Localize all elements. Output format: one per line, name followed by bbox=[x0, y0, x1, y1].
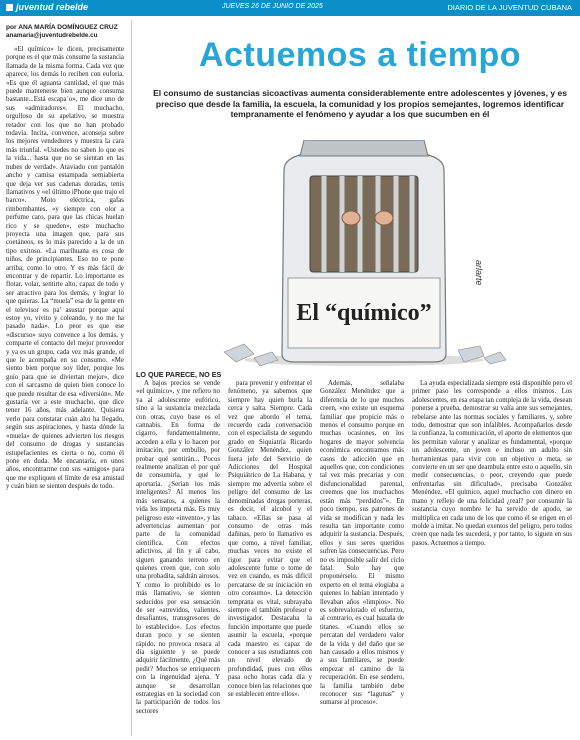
bottle-cap bbox=[300, 140, 428, 156]
author-name: por ANA MARÍA DOMÍNGUEZ CRUZ bbox=[6, 24, 118, 31]
paper-tagline: DIARIO DE LA JUVENTUD CUBANA bbox=[447, 3, 572, 12]
newspaper-logo bbox=[6, 2, 88, 12]
section-subhead: LO QUE PARECE, NO ES bbox=[136, 370, 222, 379]
logo-square-icon bbox=[6, 4, 13, 11]
right-hand-icon bbox=[375, 211, 393, 225]
logo-text: juventud rebelde bbox=[16, 2, 89, 12]
article-column-1: «El químico» le dicen, precisamente porque es el que más consume la sustancia llamada de la misma forma. Cada vez que aparece, los demás lo reciben con euforia. «Es que él aguanta cantidad, el que más puede mantenerse bien aunque consuma bastante...Está escapa´o», me dice uno de sus «admiradores». El muchacho, orgulloso de su apelativo, se muestra retador con los que no han probado todavía. Incita, convence, aconseja sobre los mejores vendedores y muestra la cara más triunfal. «Ustedes no saben lo que es la vida... hasta que no se sientan en las nubes de verdad». Ataviado con pantalón ancho y camisa estampada semiabierta que deja ver sus cadenas doradas, tenis llamativos y «el último iPhone que trajo el barco». Moto eléctrica, gafas rimbombantes, «y siempre con olor a perfume caro, para que las chicas huelan rico y se queden», este muchacho proyecta una imagen que, para sus coetáneos, es lo más parecido a la de un tipo exitoso. «La marihuana es cosa de niños, de principiantes. Eso no te pone arriba, como lo otro. Y es más fácil de encontrar y de repartir. Lo importante es flotar, volar, sentirte alto, capaz de todo y ser atractivo para los demás, y lograr lo que quieras. La “muela” esa de la gente en el televisor es pa’ asustar porque aquí estoy yo, vivito y coleando, y no me ha pasado nada». Lo peor es que ese «discurso» suyo convence a los demás, y comparte el contacto del mejor proveedor y ya es un grupo, cada vez más grande, el que le acompaña en su consumo. «Me siento bien porque soy líder, porque los guío para que se diviertan mejor», dice con el sarcasmo de quien bien conoce lo que puede resultar de esa «diversión». Me gustaría ver a este muchacho, que dice tener 16 años, más adelante. Quisiera verlo para constatar cuán alto ha llegado, según sus aspiraciones, y hasta dónde la «muela» de quienes advierten los riesgos del consumo de drogas y sustancias estupefacientes es cierta o no, como él pone en duda. Me encantaría, en unos años, encontrarme con sus «amigos» para que me expliquen el límite de esa amistad y cuán bien se sienten después de todo. bbox=[6, 46, 124, 491]
column-divider bbox=[131, 20, 132, 736]
article-title: Actuemos a tiempo bbox=[198, 36, 522, 74]
bottle-label-text: El “químico” bbox=[296, 300, 432, 326]
byline bbox=[6, 24, 124, 40]
issue-date: JUEVES 26 DE JUNIO DE 2025 bbox=[222, 3, 323, 10]
article-column-3: para prevenir y enfrentar el fenómeno, ya sabemos que siempre hay quien burla la cerca y salta. Siempre. Cada vez que abordo el tema, recuerdo cada conversación con el especialista de segundo grado en Siquiatría Ricardo González Menéndez, quien fuera jefe del Servicio de Adicciones del Hospital Psiquiátrico de La Habana, y siempre me advertía sobre el peligro del consumo de las denominadas drogas porteras, es decir, el alcohol y el tabaco. «Ellas se pasa al consumo de otras más dañinas, pero lo llamativo es que como, a nivel familiar, muchas veces no existe el rigor para evitar que el adolescente fume o tome de vez en cuando, es más difícil percatarse de su iniciación en otro consumo». La detección temprana es vital, subrayaba siempre el también profesor e investigador. Destacaba la función importante que puede asumir la escuela, «porque cada maestro es capaz de conocer a sus estudiantes con un nivel elevado de profundidad, pues con ellos pasa ocho horas cada día y conoce bien las relaciones que se establecen entre ellos». bbox=[228, 380, 312, 699]
article-column-5: La ayuda especializada siempre está disponible pero el primer paso les corresponde a ellos mismos. Los adolescentes, en esa etapa tan compleja de la vida, desean ponerse a prueba, demostrar su valía ante sus semejantes, rebelarse ante las normas sociales y familiares, y, sobre todo, demostrar que son infalibles. Acompañarlos desde la confianza, la comunicación, el aporte de elementos que les permitan valorar y analizar es fundamental, «porque un adolescente, un joven e incluso un adulto sin herramientas para vivir con un objetivo o meta, se convierte en un ser que deambula entre esto o aquello, sin medir consecuencias, o peor, creyendo que puede enfrentarlas sin dificultad», precisaba González Menéndez. «El químico, aquel muchacho con dinero en mano y reflejo de una felicidad ¿real? por consumir la sustancia cuyo nombre le ha servido de apodo, se multiplica en cada uno de los que como él se erigen en el molde a imitar. No quedan exentos del peligro, pero todos creen que nada les sucederá, y por tanto, lo siguen en sus pasos. Actuemos a tiempo. bbox=[412, 380, 572, 547]
bottle-illustration bbox=[214, 140, 514, 368]
article-column-4: Además, señalaba González Menéndez que a diferencia de lo que muchos creen, «no existe un esquema familiar que propicie más o menos el consumo porque en muchas ocasiones, en los hogares de mayor solvencia económica encontramos más casos de adicción que en aquellos que, con condiciones tal vez más precarias y con disfuncionalidad parental, creemos que los muchachos están más “perdidos”». En poco tiempo, sus patrones de vida se modifican y nada les resulta tan importante como adquirir la sustancia. Después, ellos y sus seres queridos sufren las consecuencias. Pero no es imposible salir del ciclo fatal. Solo hay que proponérselo. El mismo experto en el tema elogiaba a quienes lo habían intentado y llevaban años «limpios». No es sobrevalorado el esfuerzo, al contrario, es cual hazaña de titanes. «Cuando ellos se percatan del verdadero valor de la vida y del daño que se han causado a ellos mismos y a sus familiares, se puede empezar el camino de la recuperación. En ese sendero, la familia también debe reconocer sus “lagunas” y sumarse al proceso». bbox=[320, 380, 405, 707]
left-hand-icon bbox=[342, 211, 360, 225]
article-column-2: A bajos precios se vende «el químico», y me refiero no ya al adolescente eufórico, sino a la sustancia mezclada con otras, cuyo base es el cannabis. En forma de cigarro, fundamentalmente, acceden a ella y lo hacen por imitación, por embullo, por probar qué sentirán... Pocos realmente analizan el por qué de consumirla, y qué le aportaría. ¿Serían los más inteligentes? Al menos los más sensatos, a quienes la vida les importa más. Es muy peligroso este «invento», y las advertencias aumentan por parte de la comunidad científica. Con efectos adictivos, al fin y al cabo, siguen ganando terreno en quienes creen que, con solo una probadita, saldrán airosos. Y como lo prohibido es lo más llamativo, se sienten seducidos por esa sensación de ser «atrevidos, valientes, desafiantes, transgresores de lo establecido». Los efectos duran poco y se sienten rápido, no provoca resaca al día siguiente y se puede adquirir fácilmente. ¿Qué más pedir? Muchos se enriquecen con la ingenuidad ajena. Y aunque se desarrollan estrategias en la sociedad con la participación de todos los sectores bbox=[136, 380, 221, 715]
artist-signature: arlarte bbox=[474, 260, 484, 286]
page-header bbox=[0, 0, 580, 16]
author-email[interactable]: anamaria@juventudrebelde.cu bbox=[6, 32, 98, 39]
article-lead: El consumo de sustancias sicoactivas aumenta considerablemente entre adolescentes y jóvenes, y es preciso que desde la familia, la escuela, la comunidad y los propios semejantes, logremos identificar tempranamente el fenómeno y ayudar a los que sucumben en él bbox=[153, 88, 567, 119]
